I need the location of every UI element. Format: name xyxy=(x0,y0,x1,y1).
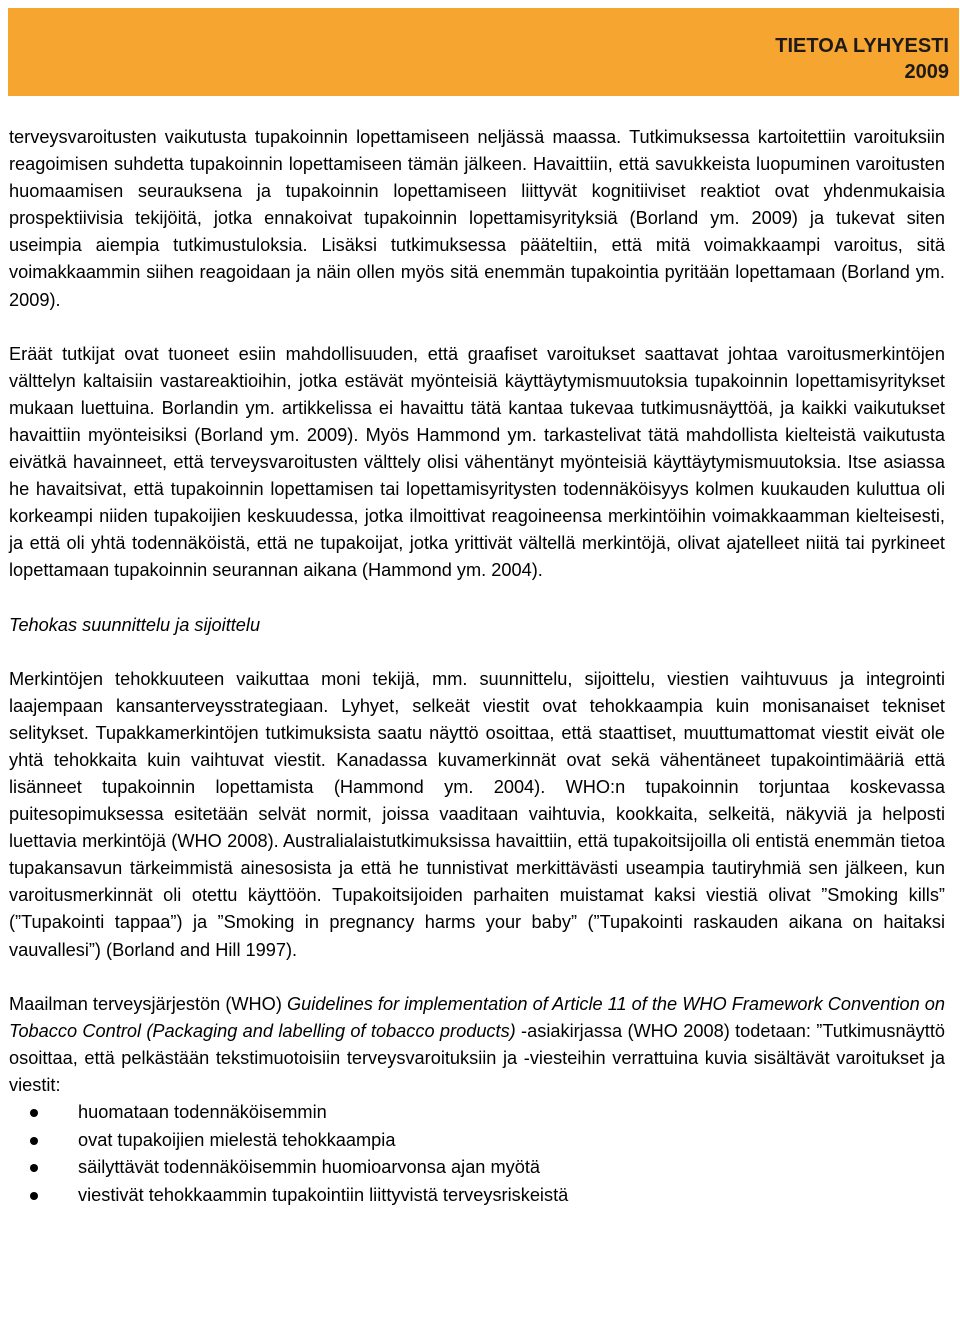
paragraph-4-start: Maailman terveysjärjestön (WHO) xyxy=(9,993,287,1014)
document-body xyxy=(9,124,945,1209)
paragraph-2: Eräät tutkijat ovat tuoneet esiin mahdollisuuden, että graafiset varoitukset saattavat johtaa varoitusmerkintöjen välttelyn kaltaisiin vastareaktioihin, jotka estävät myönteisiä käyttäytymismuutoksia tupakoinnin lopettamisyritykset mukaan luettuina. Borlandin ym. artikkelissa ei havaittu tätä kantaa tukevaa tutkimusnäyttöä, ja kaikki vaikutukset havaittiin myönteisiksi (Borland ym. 2009). Myös Hammond ym. tarkastelivat tätä mahdollista kielteistä vaikutusta eivätkä havainneet, että terveysvaroitusten välttely olisi vähentänyt myönteisiä käyttäytymismuutoksia. Itse asiassa he havaitsivat, että tupakoinnin lopettamisen tai lopettamisyritysten todennäköisyys kolmen kuukauden kuluttua oli korkeampi niiden tupakoijien keskuudessa, jotka ilmoittivat reagoineensa merkintöihin voimakkaamman kielteisesti, ja että oli yhtä todennäköistä, että ne tupakoijat, jotka yrittivät vältellä merkintöjä, olivat ajatelleet niitä tai pyrkineet lopettamaan tupakoinnin seurannan aikana (Hammond ym. 2004). xyxy=(9,343,945,581)
list-item xyxy=(9,1154,945,1182)
paragraph-3: Merkintöjen tehokkuuteen vaikuttaa moni tekijä, mm. suunnittelu, sijoittelu, viestien vaihtuvuus ja integrointi laajempaan kansanterveysstrategiaan. Lyhyet, selkeät viestit ovat tehokkaampia kuin monisanaiset tekniset selitykset. Tupakkamerkintöjen tutkimuksista saatu näyttö osoittaa, että staattiset, muuttumattomat viestit eivät ole yhtä tehokkaita kuin vaihtuvat viestit. Kanadassa kuvamerkinnät ovat sekä vähentäneet tupakointimääriä että lisänneet tupakoinnin lopettamista (Hammond ym. 2004). WHO:n tupakoinnin torjuntaa koskevassa puitesopimuksessa esitetään selvät normit, joissa vaaditaan vaihtuvia, kookkaita, selkeitä, näkyviä ja helposti luettavia merkintöjä (WHO 2008). Australialaistutkimuksissa havaittiin, että tupakoitsijoilla oli entistä enemmän tietoa tupakansavun tärkeimmistä ainesosista ja että he tunnistivat merkittävästi useampia tautiryhmiä sen jälkeen, kun varoitusmerkinnät oli otettu käyttöön. Tupakoitsijoiden parhaiten muistamat kaksi viestiä olivat ”Smoking kills” (”Tupakointi tappaa”) ja ”Smoking in pregnancy harms your baby” (”Tupakointi raskauden aikana on haitaksi vauvallesi”) (Borland and Hill 1997). xyxy=(9,668,945,960)
list-item-text: viestivät tehokkaammin tupakointiin liittyvistä terveysriskeistä xyxy=(78,1184,569,1205)
paragraph-4-end: -asiakirjassa (WHO 2008) todetaan: ”Tutkimusnäyttö osoittaa, että pelkästään tekstimuotoisiin terveysvaroituksiin ja -viesteihin verrattuina kuvia sisältävät varoitukset ja viestit: xyxy=(9,1020,945,1095)
header-title-line1: TIETOA LYHYESTI xyxy=(775,35,949,57)
document-title-italic: Guidelines for implementation of Article 11 of the WHO Framework Convention on Tobacco Control (Packaging and labelling of tobacco products) xyxy=(9,993,946,1041)
list-item xyxy=(9,1099,945,1127)
header-band xyxy=(8,8,959,96)
bullet-icon xyxy=(30,1192,38,1200)
list-item xyxy=(9,1182,945,1210)
header-title-line2: 2009 xyxy=(904,61,949,83)
list-item-text: ovat tupakoijien mielestä tehokkaampia xyxy=(78,1129,396,1150)
header-title xyxy=(775,33,949,85)
bullet-icon xyxy=(30,1164,38,1172)
list-item-text: huomataan todennäköisemmin xyxy=(78,1102,327,1122)
list-item xyxy=(9,1127,945,1155)
bullet-icon xyxy=(30,1137,38,1145)
list-item-text: säilyttävät todennäköisemmin huomioarvonsa ajan myötä xyxy=(78,1157,541,1177)
paragraph-1: terveysvaroitusten vaikutusta tupakoinnin lopettamiseen neljässä maassa. Tutkimuksessa kartoitettiin varoituksiin reagoimisen suhdetta tupakoinnin lopettamiseen tämän jälkeen. Havaittiin, että savukkeista luopuminen varoitusten huomaamisen seurauksena ja tupakoinnin lopettamiseen liittyvät kognitiiviset reaktiot ovat yhdenmukaisia prospektiivisia tekijöitä, jotka ennakoivat tupakoinnin lopettamisyrityksiä (Borland ym. 2009) ja tukevat siten useimpia aiempia tutkimustuloksia. Lisäksi tutkimuksessa pääteltiin, että mitä voimakkaampi varoitus, sitä voimakkaammin siihen reagoidaan ja näin ollen myös sitä enemmän tupakointia pyritään lopettamaan (Borland ym. 2009). xyxy=(9,127,945,310)
section-heading: Tehokas suunnittelu ja sijoittelu xyxy=(9,614,261,635)
bullet-list xyxy=(9,1099,945,1209)
paragraph-4 xyxy=(9,991,945,1099)
bullet-icon xyxy=(30,1109,38,1117)
